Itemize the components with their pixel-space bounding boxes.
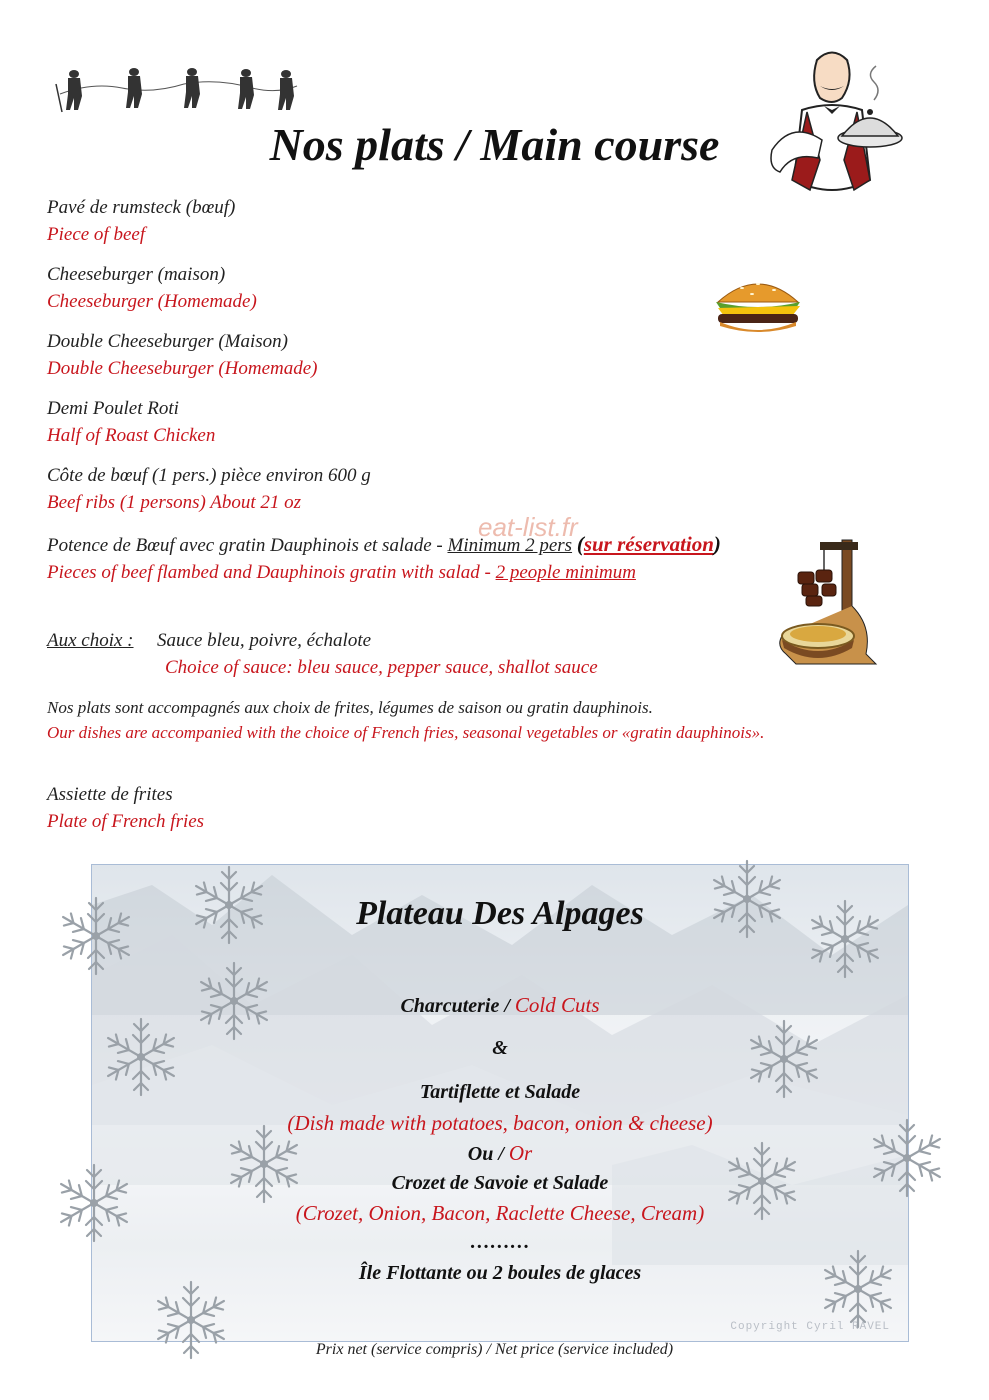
or-fr: Ou / xyxy=(467,1143,509,1165)
sides-note xyxy=(47,695,764,745)
potence-minimum-fr: Minimum 2 pers xyxy=(447,535,573,556)
item-name-en: Double Cheeseburger (Homemade) xyxy=(47,358,318,379)
snowflake-icon xyxy=(741,1016,827,1102)
potence-name-en: Pieces of beef flambed and Dauphinois gratin with salad - xyxy=(47,562,496,583)
sides-note-fr: Nos plats sont accompagnés aux choix de frites, légumes de saison ou gratin dauphinois. xyxy=(47,698,653,717)
mountaineers-rope-icon xyxy=(52,64,302,114)
snowflake-icon xyxy=(221,1121,307,1207)
item-name-fr: Demi Poulet Roti xyxy=(47,398,179,419)
snowflake-icon xyxy=(864,1115,950,1201)
plateau-crozet-en: (Crozet, Onion, Bacon, Raclette Cheese, Cream) xyxy=(295,1201,705,1225)
snowflake-icon xyxy=(98,1014,184,1100)
charcuterie-fr: Charcuterie / xyxy=(400,995,515,1017)
item-name-en: Piece of beef xyxy=(47,224,146,245)
menu-item-fries xyxy=(47,781,204,835)
cheeseburger-icon xyxy=(712,272,804,336)
menu-item xyxy=(47,328,318,382)
plateau-title: Plateau Des Alpages xyxy=(356,895,644,932)
snowflake-icon xyxy=(186,862,272,948)
sides-note-en: Our dishes are accompanied with the choice of French fries, seasonal vegetables or «gratin dauphinois». xyxy=(47,723,765,742)
potence-name-fr: Potence de Bœuf avec gratin Dauphinois et salade - xyxy=(47,535,448,556)
snowflake-icon xyxy=(802,896,888,982)
sauce-options-en: Choice of sauce: bleu sauce, pepper sauce, shallot sauce xyxy=(165,657,598,678)
snowflake-icon xyxy=(815,1246,901,1332)
reservation-note: sur réservation xyxy=(583,532,714,556)
snowflake-icon xyxy=(704,856,790,942)
plateau-tartiflette-en: (Dish made with potatoes, bacon, onion & cheese) xyxy=(287,1111,713,1135)
item-name-en: Half of Roast Chicken xyxy=(47,425,216,446)
plateau-dots: ……… xyxy=(470,1231,530,1253)
menu-item xyxy=(47,261,257,315)
menu-item xyxy=(47,194,235,248)
sauce-options-fr: Sauce bleu, poivre, échalote xyxy=(157,630,372,651)
item-name-en: Plate of French fries xyxy=(47,811,205,832)
watermark-text: eat-list.fr xyxy=(478,512,578,542)
item-name-fr: Côte de bœuf (1 pers.) pièce environ 600 g xyxy=(47,465,371,486)
item-name-fr: Cheeseburger (maison) xyxy=(47,264,226,285)
snowflake-icon xyxy=(719,1138,805,1224)
menu-item xyxy=(47,462,371,516)
potence-minimum-en: 2 people minimum xyxy=(495,562,636,583)
snowflake-icon xyxy=(191,958,277,1044)
item-name-fr: Assiette de frites xyxy=(47,784,173,805)
plateau-crozet: Crozet de Savoie et Salade xyxy=(391,1172,609,1194)
sauce-section xyxy=(47,627,598,681)
item-name-fr: Pavé de rumsteck (bœuf) xyxy=(47,197,236,218)
menu-item-potence: Potence de Bœuf avec gratin Dauphinois et salade - Minimum 2 pers (sur réservation) Pieces of beef flambed and Dauphinois gratin with salad - 2 people minimum xyxy=(47,532,721,583)
plateau-tartiflette: Tartiflette et Salade xyxy=(419,1081,581,1103)
charcuterie-en: Cold Cuts xyxy=(514,993,600,1017)
snowflake-icon xyxy=(53,893,139,979)
or-en: Or xyxy=(508,1141,533,1165)
snowflake-icon xyxy=(51,1160,137,1246)
plateau-dessert: Île Flottante ou 2 boules de glaces xyxy=(358,1262,642,1284)
beef-potence-icon xyxy=(772,536,882,672)
item-name-fr: Double Cheeseburger (Maison) xyxy=(47,331,288,352)
page-title: Nos plats / Main course xyxy=(269,119,720,170)
price-footer: Prix net (service compris) / Net price (service included) xyxy=(315,1341,674,1358)
item-name-en: Cheeseburger (Homemade) xyxy=(47,291,257,312)
copyright-text: Copyright Cyril RAVEL xyxy=(730,1321,890,1333)
plateau-ampersand: & xyxy=(492,1037,508,1059)
item-name-en: Beef ribs (1 persons) About 21 oz xyxy=(47,492,302,513)
sauce-label: Aux choix : xyxy=(47,630,134,651)
menu-item xyxy=(47,395,215,449)
